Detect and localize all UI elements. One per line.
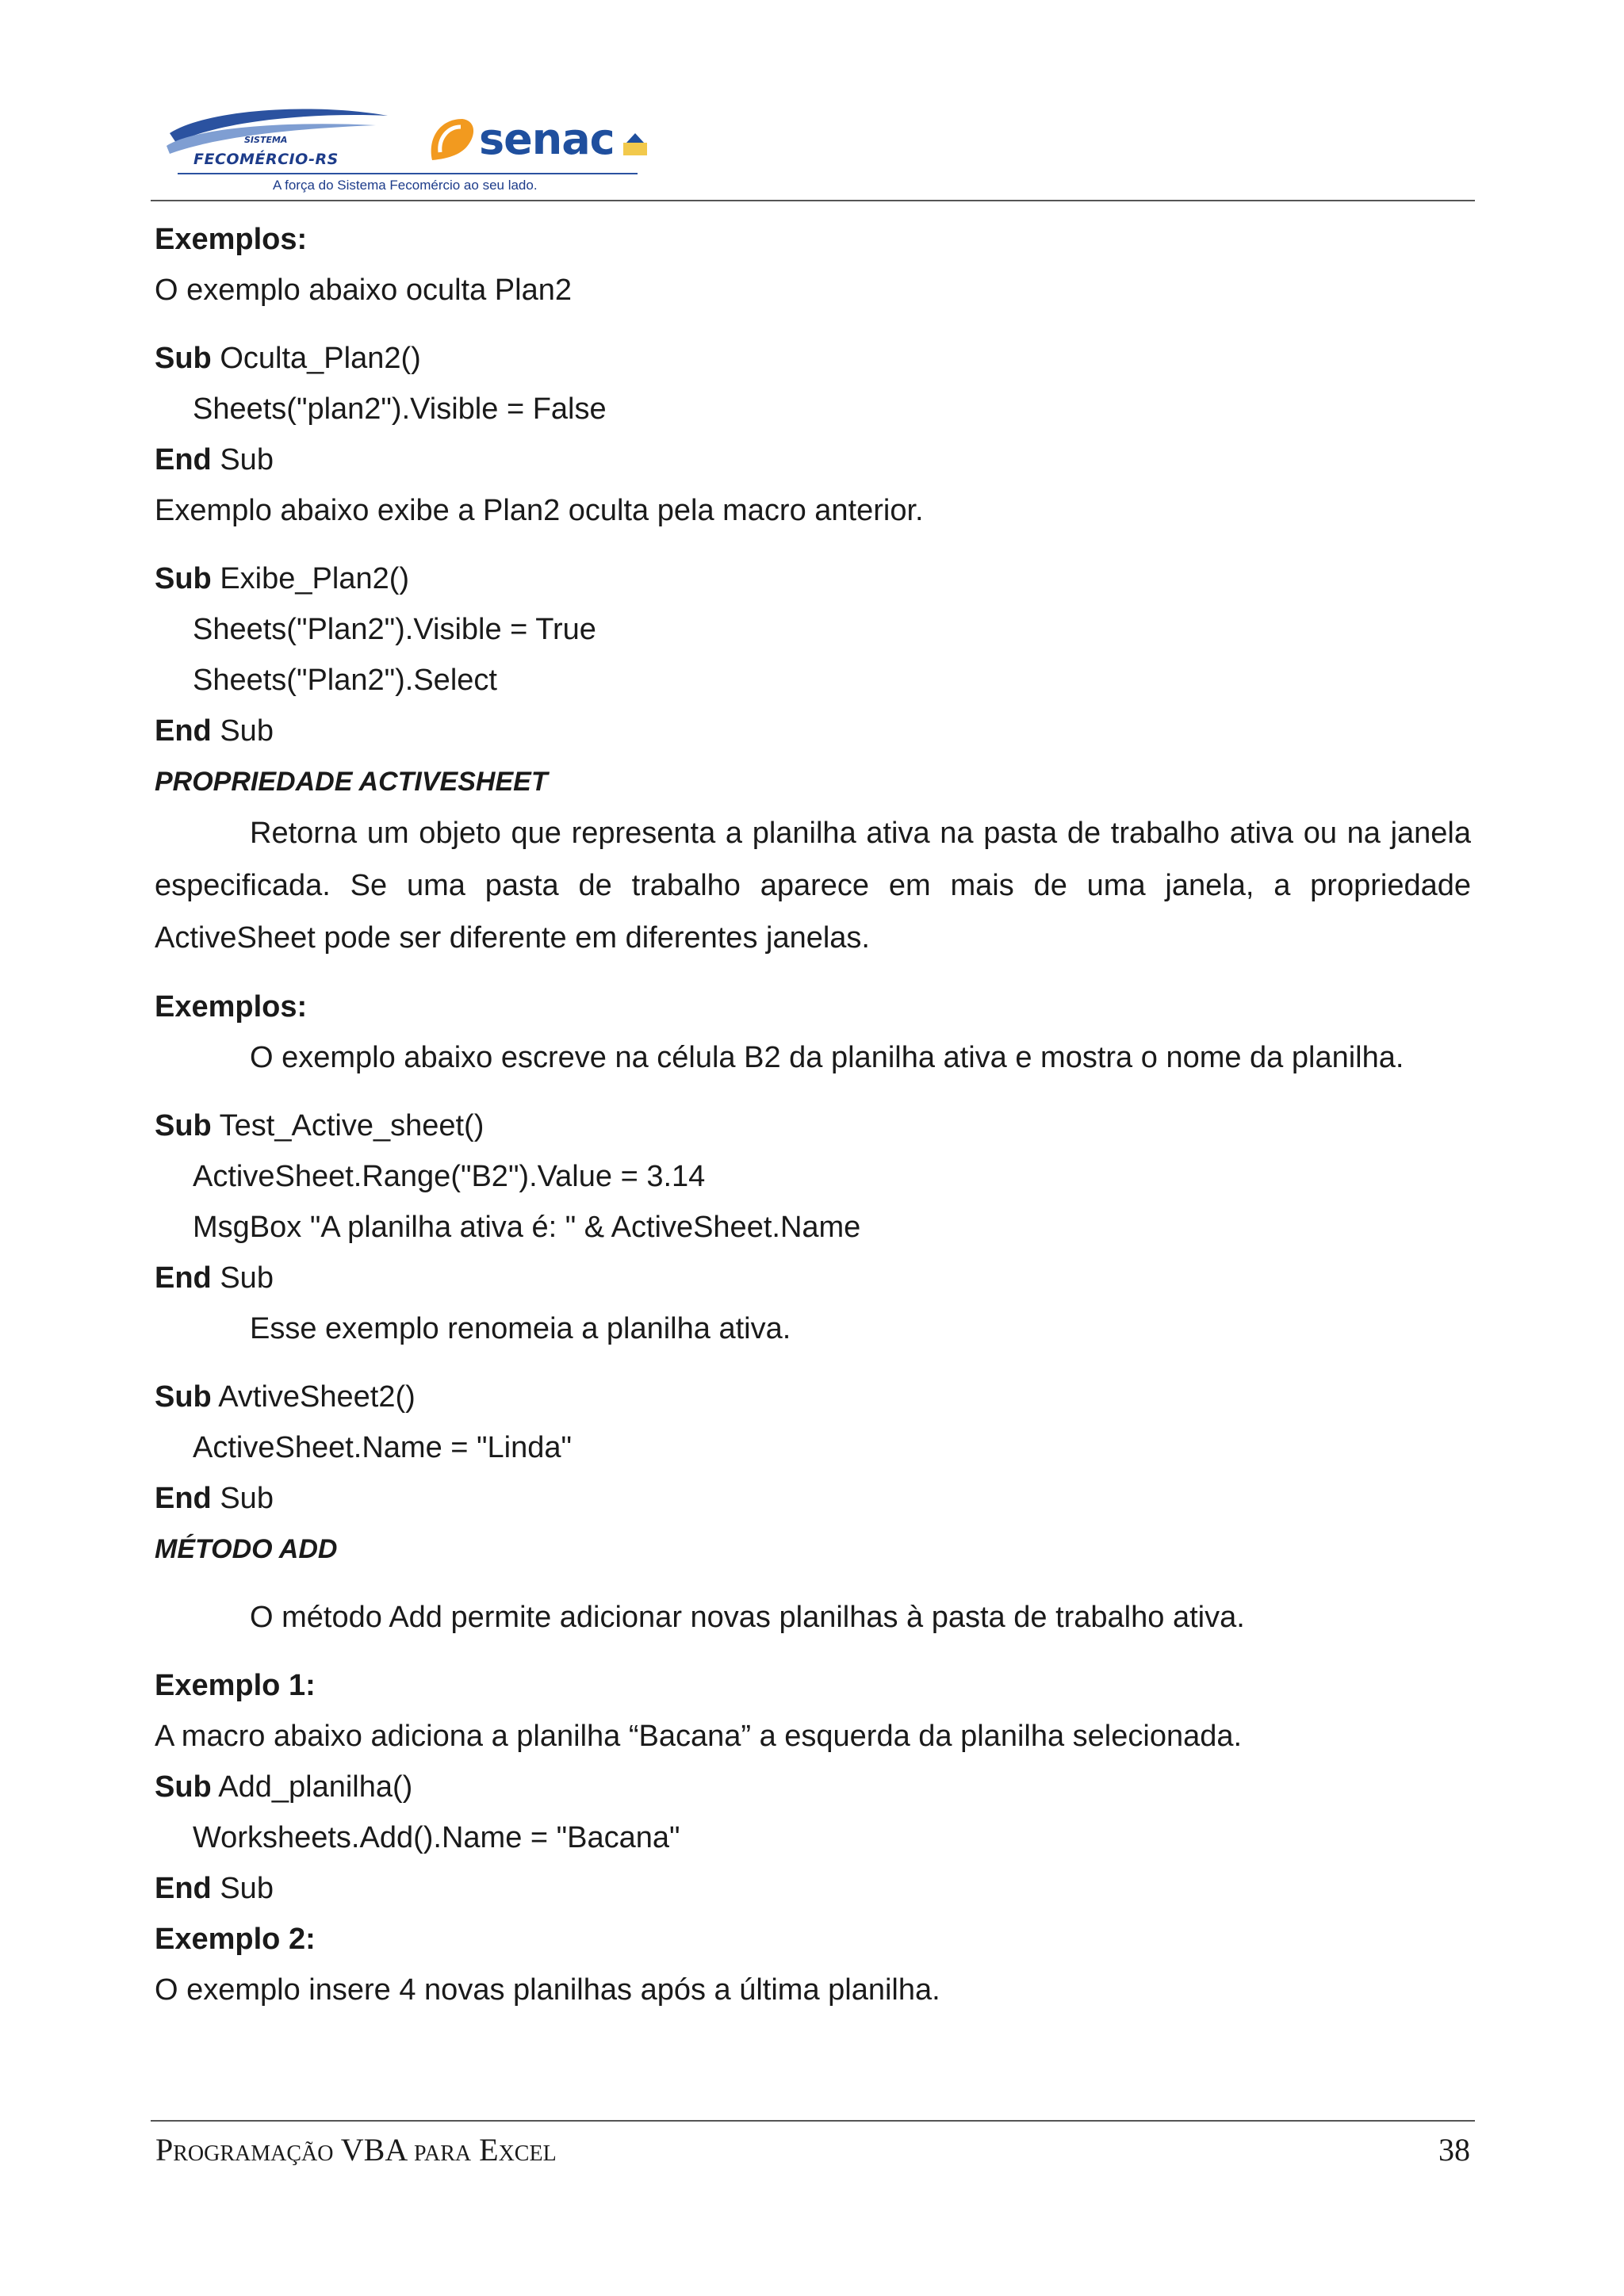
section-heading-activesheet: PROPRIEDADE ACTIVESHEET	[155, 767, 548, 797]
code-line: Sheets("Plan2").Select	[193, 664, 497, 697]
page-footer	[151, 2120, 1475, 2171]
page-header	[151, 95, 1475, 201]
heading-exemplo-2: Exemplo 2:	[155, 1923, 316, 1956]
code-line: Worksheets.Add().Name = "Bacana"	[193, 1821, 680, 1854]
code-text: Sub	[211, 1482, 274, 1515]
code-keyword: End	[155, 1261, 212, 1295]
code-text: Oculta_Plan2()	[211, 342, 421, 375]
code-keyword: End	[155, 443, 212, 476]
paragraph: O exemplo abaixo oculta Plan2	[155, 274, 572, 307]
code-text: Exibe_Plan2()	[211, 562, 410, 595]
logo-banner	[162, 101, 638, 197]
paragraph: O exemplo insere 4 novas planilhas após a última planilha.	[155, 1973, 940, 2007]
code-keyword: Sub	[155, 562, 212, 595]
paragraph: O exemplo abaixo escreve na célula B2 da planilha ativa e mostra o nome da planilha.	[250, 1041, 1404, 1074]
code-line: Sheets("plan2").Visible = False	[193, 392, 607, 426]
page-number: 38	[1438, 2132, 1470, 2168]
code-line	[155, 1863, 1471, 1914]
logo-tagline: A força do Sistema Fecomércio ao seu lado.	[273, 178, 538, 193]
heading-exemplo-1: Exemplo 1:	[155, 1669, 316, 1702]
heading-exemplos: Exemplos:	[155, 223, 308, 256]
code-line	[155, 1100, 1471, 1151]
code-keyword: Sub	[155, 1109, 212, 1142]
logo-sistema-text: SISTEMA	[244, 135, 288, 145]
paragraph: Exemplo abaixo exibe a Plan2 oculta pela macro anterior.	[155, 494, 924, 527]
code-line: ActiveSheet.Name = "Linda"	[193, 1431, 572, 1464]
code-line	[155, 1253, 1471, 1303]
logo-fecomercio-text: FECOMÉRCIO-RS	[193, 151, 339, 168]
section-heading-metodo-add: MÉTODO ADD	[155, 1534, 338, 1564]
code-text: Sub	[211, 1872, 274, 1905]
footer-title: Programação VBA para Excel	[155, 2132, 557, 2168]
code-line	[155, 434, 1471, 485]
code-text: Add_planilha()	[211, 1770, 413, 1804]
code-line	[155, 1372, 1471, 1422]
code-line: Sheets("Plan2").Visible = True	[193, 613, 596, 646]
code-keyword: End	[155, 714, 212, 748]
code-keyword: Sub	[155, 342, 212, 375]
heading-exemplos: Exemplos:	[155, 990, 308, 1024]
logo-senac-text: senac	[479, 114, 615, 164]
code-line	[155, 333, 1471, 384]
code-keyword: End	[155, 1872, 212, 1905]
code-line	[155, 553, 1471, 604]
code-line: MsgBox "A planilha ativa é: " & ActiveSheet.Name	[193, 1211, 861, 1244]
badge-icon	[622, 132, 649, 159]
code-text: Sub	[211, 443, 274, 476]
code-text: Sub	[211, 1261, 274, 1295]
paragraph-activesheet: Retorna um objeto que representa a planilha ativa na pasta de trabalho ativa ou na janela especificada. Se uma pasta de trabalho aparece em mais de uma janela, a propriedade ActiveSheet pode ser diferente em diferentes janelas.	[155, 817, 1471, 955]
code-line	[155, 1762, 1471, 1812]
code-keyword: End	[155, 1482, 212, 1515]
code-text: Test_Active_sheet()	[211, 1109, 485, 1142]
code-keyword: Sub	[155, 1380, 212, 1414]
code-line: ActiveSheet.Range("B2").Value = 3.14	[193, 1160, 706, 1193]
code-line	[155, 706, 1471, 756]
code-keyword: Sub	[155, 1770, 212, 1804]
paragraph: O método Add permite adicionar novas planilhas à pasta de trabalho ativa.	[250, 1601, 1245, 1634]
code-line	[155, 1473, 1471, 1524]
page-content	[155, 214, 1471, 2015]
code-text: AvtiveSheet2()	[211, 1380, 416, 1414]
code-text: Sub	[211, 714, 274, 748]
logo-rule	[178, 173, 638, 174]
senac-mark-icon	[426, 114, 478, 166]
paragraph: A macro abaixo adiciona a planilha “Bacana” a esquerda da planilha selecionada.	[155, 1720, 1243, 1753]
paragraph: Esse exemplo renomeia a planilha ativa.	[250, 1312, 791, 1345]
